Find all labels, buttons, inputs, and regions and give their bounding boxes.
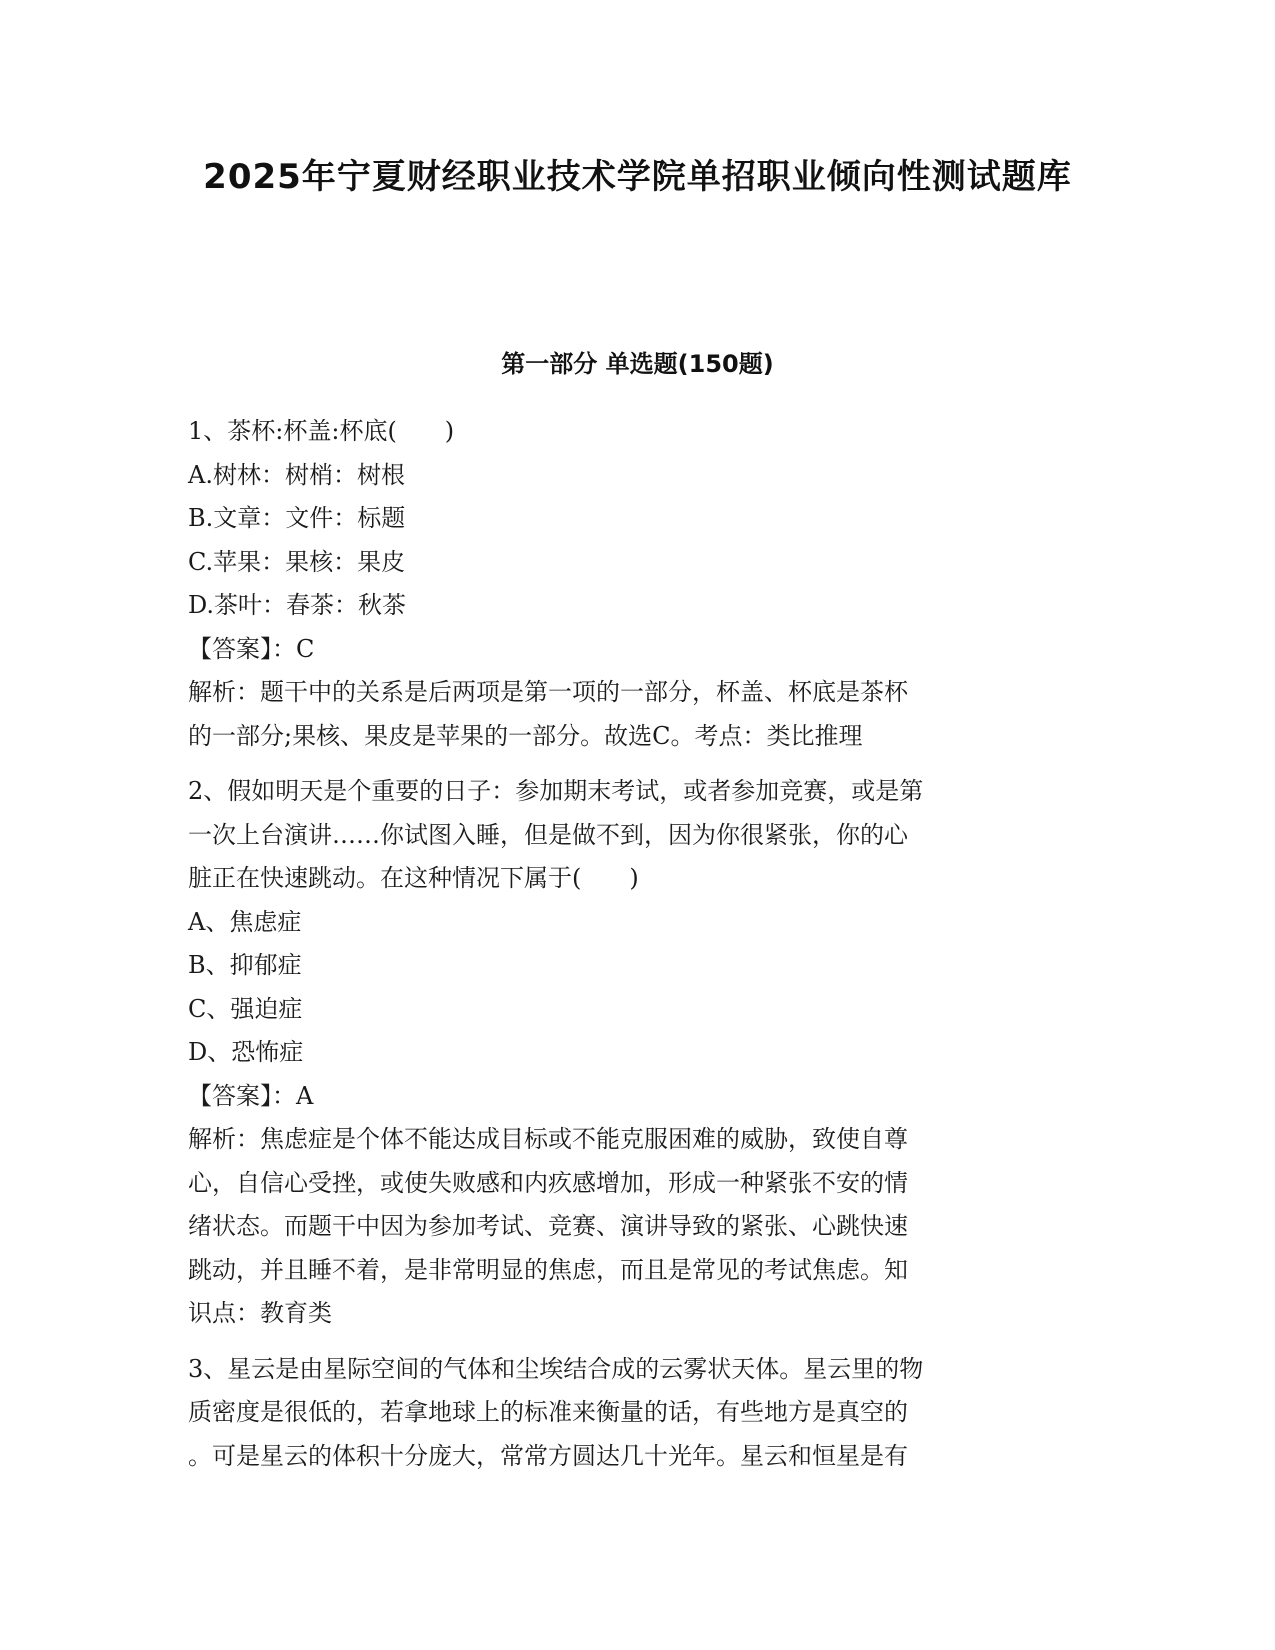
answer-option: C、强迫症 [188, 994, 303, 1023]
question-list [188, 410, 1078, 1478]
answer-option: A、焦虑症 [188, 907, 302, 936]
answer-option: B、抑郁症 [188, 951, 302, 979]
question-block [188, 770, 1078, 1336]
question-block [188, 410, 1078, 758]
answer-key: 【答案】：C [188, 634, 315, 663]
answer-key: 【答案】：A [188, 1081, 314, 1110]
question-stem-line: 质密度是很低的，若拿地球上的标准来衡量的话，有些地方是真空的 [188, 1398, 908, 1426]
question-block [188, 1348, 1078, 1479]
answer-option: C.苹果：果核：果皮 [188, 547, 406, 576]
answer-option: B.文章：文件：标题 [188, 504, 406, 532]
analysis-line: 解析：焦虑症是个体不能达成目标或不能克服困难的威胁，致使自尊 [188, 1125, 908, 1153]
answer-option: D、恐怖症 [188, 1038, 304, 1066]
analysis-line: 解析：题干中的关系是后两项是第一项的一部分，杯盖、杯底是茶杯 [188, 678, 908, 706]
analysis-line: 心，自信心受挫，或使失败感和内疚感增加，形成一种紧张不安的情 [188, 1168, 908, 1197]
document-title: 2025年宁夏财经职业技术学院单招职业倾向性测试题库 [203, 157, 1072, 197]
answer-option: D.茶叶：春茶：秋茶 [188, 591, 407, 619]
question-stem-line: 脏正在快速跳动。在这种情况下属于( ) [188, 864, 639, 892]
question-stem-line: 1、茶杯:杯盖:杯底( ) [188, 417, 455, 445]
question-spacer [188, 1336, 1078, 1348]
question-stem-line: 2、假如明天是个重要的日子：参加期末考试，或者参加竞赛，或是第 [188, 777, 924, 805]
analysis-line: 跳动，并且睡不着，是非常明显的焦虑，而且是常见的考试焦虑。知 [188, 1255, 908, 1284]
answer-option: A.树林：树梢：树根 [188, 460, 405, 489]
question-stem-line: 。可是星云的体积十分庞大，常常方圆达几十光年。星云和恒星是有 [188, 1441, 908, 1470]
section-heading: 第一部分 单选题(150题) [501, 350, 774, 378]
question-stem-line: 一次上台演讲……你试图入睡，但是做不到，因为你很紧张，你的心 [188, 820, 908, 849]
question-stem-line: 3、星云是由星际空间的气体和尘埃结合成的云雾状天体。星云里的物 [188, 1354, 924, 1383]
analysis-line: 的一部分;果核、果皮是苹果的一部分。故选C。考点：类比推理 [188, 721, 863, 750]
question-spacer [188, 758, 1078, 770]
analysis-line: 绪状态。而题干中因为参加考试、竞赛、演讲导致的紧张、心跳快速 [188, 1212, 908, 1240]
analysis-line: 识点：教育类 [188, 1299, 332, 1327]
